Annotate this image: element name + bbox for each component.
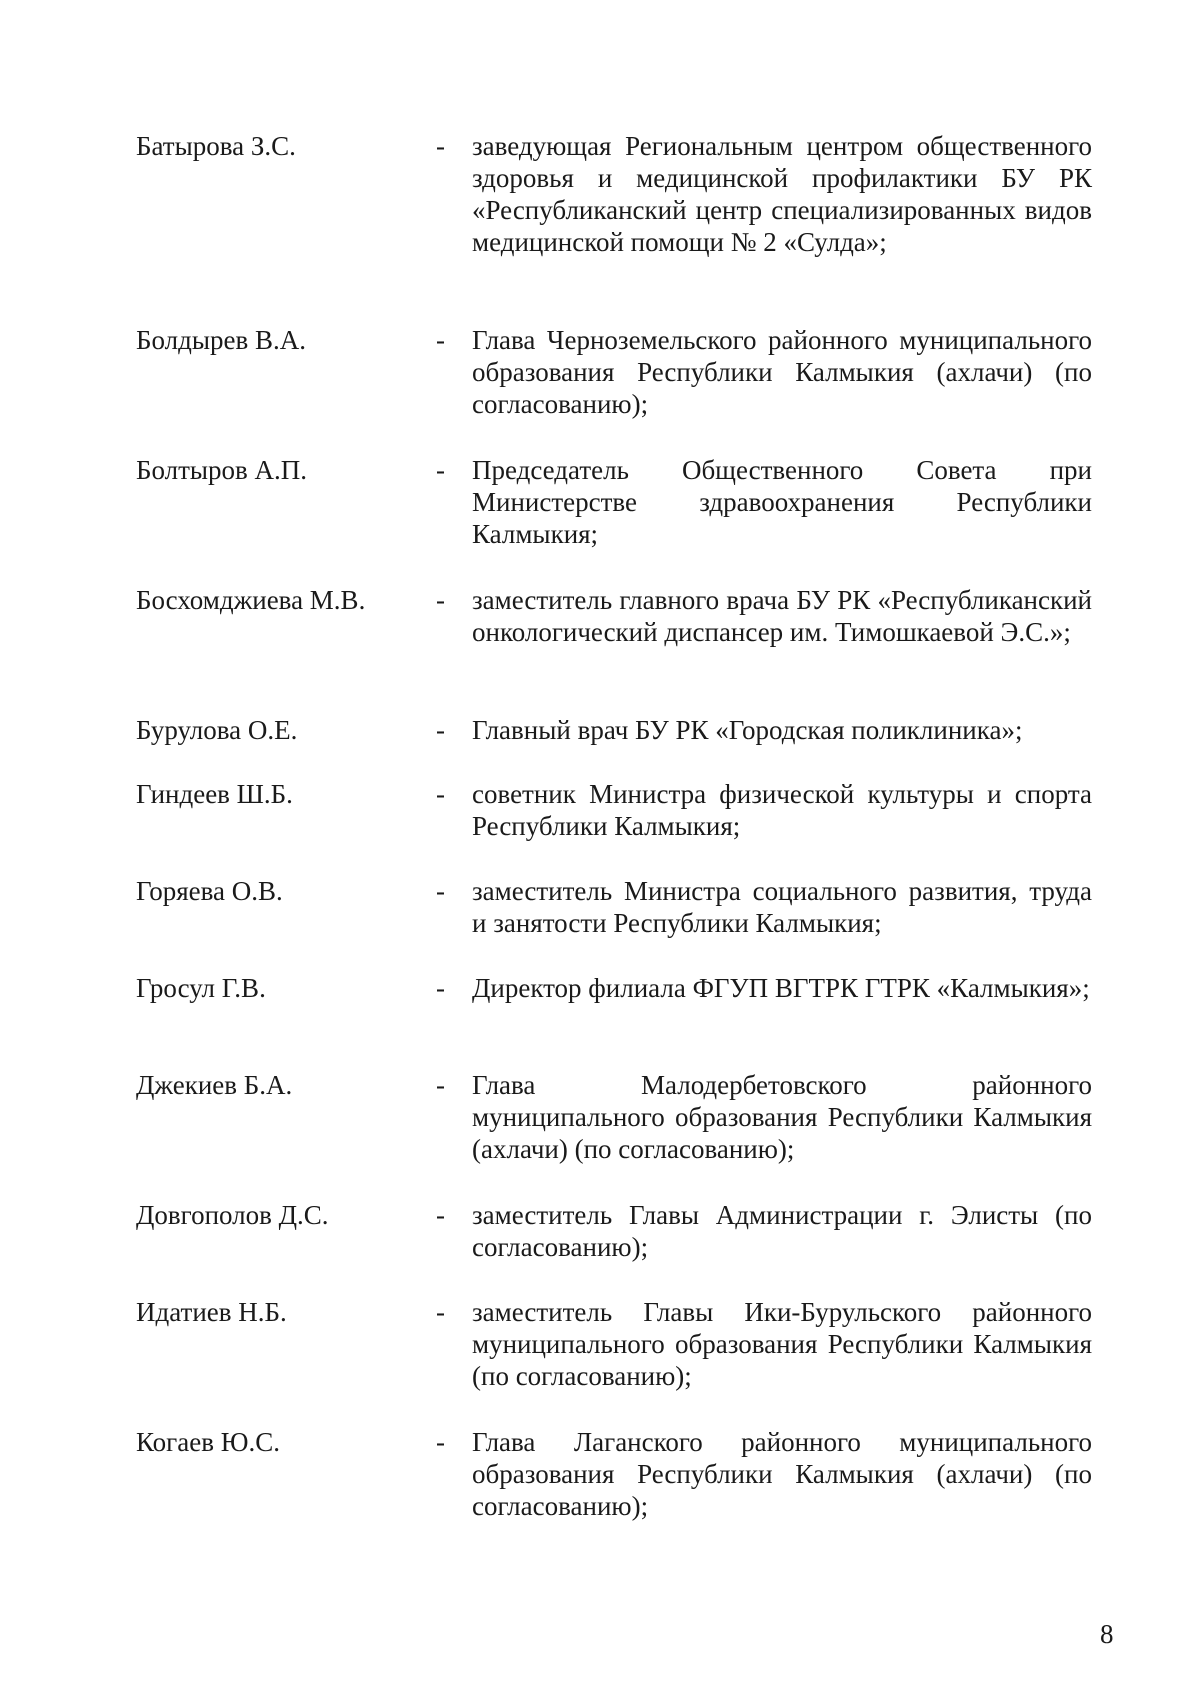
dash-separator: - — [436, 325, 445, 355]
dash-separator: - — [436, 455, 445, 485]
member-description: заместитель Главы Администрации г. Элисты (по согласованию); — [472, 1200, 1092, 1262]
member-description: Главный врач БУ РК «Городская поликлиника»; — [472, 715, 1023, 745]
dash-separator: - — [436, 973, 445, 1003]
member-name: Когаев Ю.С. — [136, 1427, 280, 1457]
dash-separator: - — [436, 131, 445, 161]
member-description: Председатель Общественного Совета при Министерстве здравоохранения Республики Калмыкия; — [472, 455, 1092, 549]
member-name: Горяева О.В. — [136, 876, 283, 906]
list-item — [136, 1426, 1092, 1521]
list-item — [136, 972, 1092, 1003]
list-item — [136, 130, 1092, 257]
dash-separator: - — [436, 1427, 445, 1457]
member-name: Гиндеев Ш.Б. — [136, 779, 293, 809]
member-name: Болдырев В.А. — [136, 325, 306, 355]
member-description: заведующая Региональным центром общественного здоровья и медицинской профилактики БУ РК «Республиканский центр специализированных видов медицинской помощи № 2 «Сулда»; — [472, 131, 1092, 257]
member-description: заместитель Главы Ики-Бурульского районного муниципального образования Республики Калмыкия (по согласованию); — [472, 1297, 1092, 1391]
member-description: Глава Лаганского районного муниципального образования Республики Калмыкия (ахлачи) (по согласованию); — [472, 1427, 1092, 1521]
member-name: Джекиев Б.А. — [136, 1070, 293, 1100]
list-item — [136, 584, 1092, 647]
member-name: Батырова З.С. — [136, 131, 296, 161]
list-item — [136, 1199, 1092, 1262]
list-item — [136, 778, 1092, 841]
member-name: Болтыров А.П. — [136, 455, 308, 485]
member-description: заместитель главного врача БУ РК «Республиканский онкологический диспансер им. Тимошкаевой Э.С.»; — [472, 585, 1092, 647]
member-description: Глава Черноземельского районного муниципального образования Республики Калмыкия (ахлачи) (по согласованию); — [472, 325, 1092, 419]
list-item — [136, 1069, 1092, 1164]
dash-separator: - — [436, 1200, 445, 1230]
list-item — [136, 714, 1092, 745]
member-name: Гросул Г.В. — [136, 973, 266, 1003]
dash-separator: - — [436, 1297, 445, 1327]
dash-separator: - — [436, 779, 445, 809]
member-name: Довгополов Д.С. — [136, 1200, 329, 1230]
member-description: заместитель Министра социального развития, труда и занятости Республики Калмыкия; — [472, 876, 1092, 938]
dash-separator: - — [436, 876, 445, 906]
page-number: 8 — [1100, 1619, 1114, 1649]
dash-separator: - — [436, 1070, 445, 1100]
dash-separator: - — [436, 585, 445, 615]
member-description: Глава Малодербетовского районного муниципального образования Республики Калмыкия (ахлачи) (по согласованию); — [472, 1070, 1092, 1164]
member-name: Босхомджиева М.В. — [136, 585, 366, 615]
list-item — [136, 454, 1092, 549]
dash-separator: - — [436, 715, 445, 745]
member-description: советник Министра физической культуры и спорта Республики Калмыкия; — [472, 779, 1092, 841]
list-item — [136, 1296, 1092, 1391]
list-item — [136, 875, 1092, 938]
list-item — [136, 324, 1092, 419]
member-name: Бурулова О.Е. — [136, 715, 298, 745]
member-name: Идатиев Н.Б. — [136, 1297, 287, 1327]
member-description: Директор филиала ФГУП ВГТРК ГТРК «Калмыкия»; — [472, 973, 1090, 1003]
